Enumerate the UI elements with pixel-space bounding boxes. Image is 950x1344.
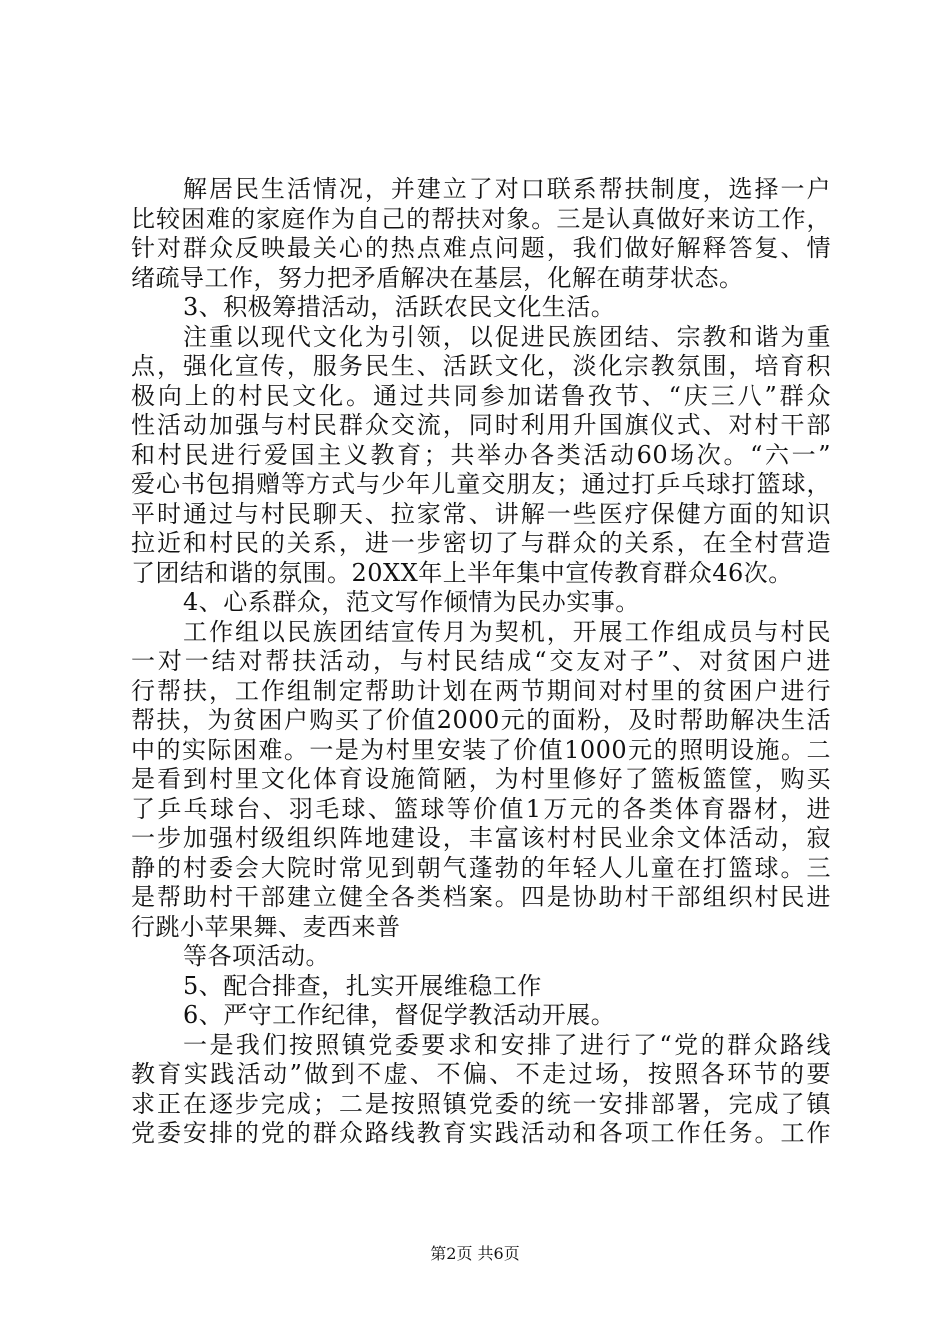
page-indicator: 第2页 共6页 <box>430 1244 520 1263</box>
text-line: 静的村委会大院时常见到朝气蓬勃的年轻人儿童在打篮球。三 <box>131 853 831 882</box>
text-line: 性活动加强与村民群众交流，同时利用升国旗仪式、对村干部 <box>131 411 831 439</box>
text-line: 了团结和谐的氛围。20XX年上半年集中宣传教育群众46次。 <box>131 558 793 587</box>
text-line: 比较困难的家庭作为自己的帮扶对象。三是认真做好来访工作， <box>131 204 831 233</box>
text-line: 行帮扶，工作组制定帮助计划在两节期间对村里的贫困户进行 <box>131 676 831 705</box>
text-line: 求正在逐步完成；二是按照镇党委的统一安排部署，完成了镇 <box>131 1089 831 1118</box>
text-line: 拉近和村民的关系，进一步密切了与群众的关系，在全村营造 <box>131 529 831 557</box>
text-line: 平时通过与村民聊天、拉家常、讲解一些医疗保健方面的知识 <box>131 499 831 528</box>
text-line: 和村民进行爱国主义教育；共举办各类活动60场次。“六一” <box>131 440 831 469</box>
text-line: 帮扶，为贫困户购买了价值2000元的面粉，及时帮助解决生活 <box>131 706 831 734</box>
text-line: 是帮助村干部建立健全各类档案。四是协助村干部组织村民进 <box>131 883 831 911</box>
text-line: 点，强化宣传，服务民生、活跃文化，淡化宗教氛围，培育积 <box>131 352 831 380</box>
text-line: 一步加强村级组织阵地建设，丰富该村村民业余文体活动，寂 <box>131 824 831 852</box>
text-line: 一对一结对帮扶活动，与村民结成“交友对子”、对贫困户进 <box>131 647 831 675</box>
text-line: 解居民生活情况，并建立了对口联系帮扶制度，选择一户 <box>183 175 831 203</box>
text-line: 行跳小苹果舞、麦西来普 <box>131 912 401 941</box>
text-line: 教育实践活动”做到不虚、不偏、不走过场，按照各环节的要 <box>131 1060 831 1088</box>
text-line: 中的实际困难。一是为村里安装了价值1000元的照明设施。二 <box>131 735 831 764</box>
text-line: 是看到村里文化体育设施简陋，为村里修好了篮板篮筐，购买 <box>131 765 831 793</box>
text-line: 针对群众反映最关心的热点难点问题，我们做好解释答复、情 <box>131 234 831 262</box>
section-heading: 5、配合排查，扎实开展维稳工作 <box>183 971 542 1000</box>
text-line: 等各项活动。 <box>183 942 330 970</box>
section-heading: 3、积极筹措活动，活跃农民文化生活。 <box>183 293 616 321</box>
body-text <box>131 175 831 1149</box>
section-heading: 4、心系群众，范文写作倾情为民办实事。 <box>183 588 640 616</box>
text-line: 爱心书包捐赠等方式与少年儿童交朋友；通过打乒乓球打篮球， <box>131 470 831 498</box>
text-line: 党委安排的党的群众路线教育实践活动和各项工作任务。工作 <box>131 1119 831 1147</box>
text-line: 工作组以民族团结宣传月为契机，开展工作组成员与村民 <box>183 617 831 646</box>
section-heading: 6、严守工作纪律，督促学教活动开展。 <box>183 1001 616 1029</box>
text-line: 绪疏导工作，努力把矛盾解决在基层，化解在萌芽状态。 <box>131 263 744 292</box>
text-line: 了乒乓球台、羽毛球、篮球等价值1万元的各类体育器材，进 <box>131 794 831 823</box>
text-line: 极向上的村民文化。通过共同参加诺鲁孜节、“庆三八”群众 <box>131 381 831 410</box>
text-line: 一是我们按照镇党委要求和安排了进行了“党的群众路线 <box>183 1030 831 1059</box>
text-line: 注重以现代文化为引领，以促进民族团结、宗教和谐为重 <box>183 322 831 351</box>
